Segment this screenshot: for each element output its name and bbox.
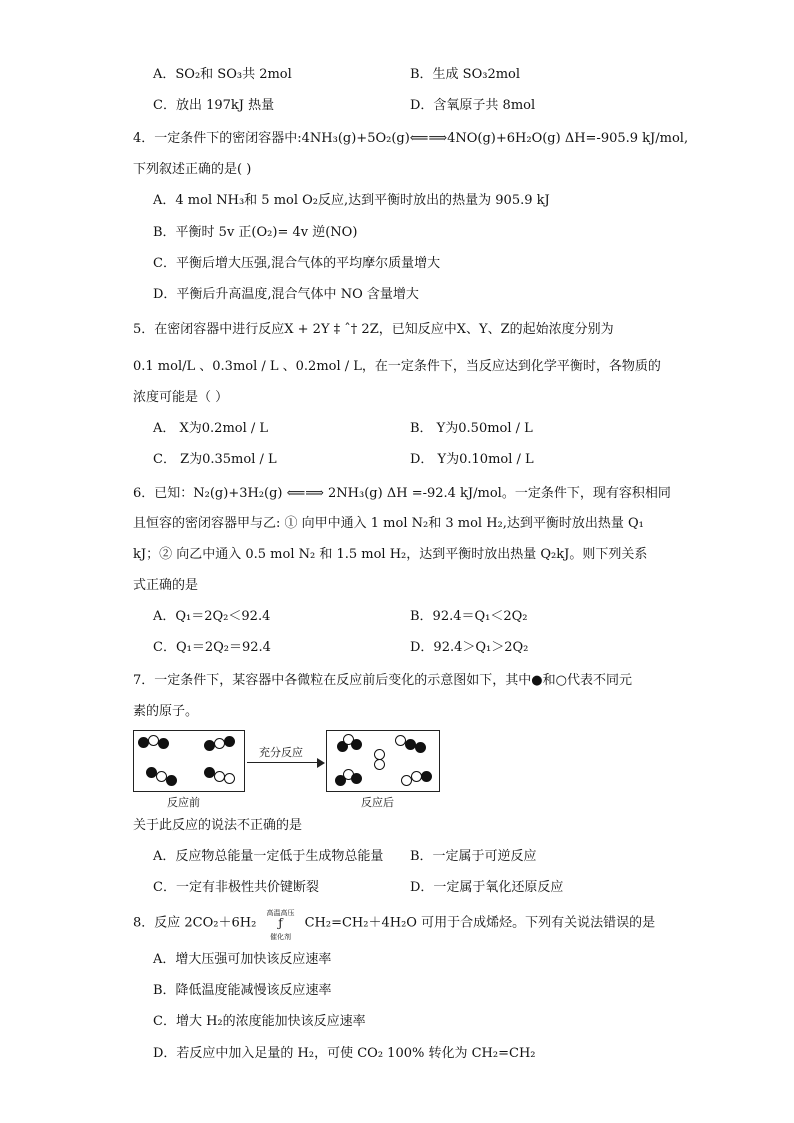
- q4-option-c: C．平衡后增大压强,混合气体的平均摩尔质量增大: [153, 256, 441, 271]
- q7-option-b: B．一定属于可逆反应: [410, 849, 537, 864]
- q5-stem-line3: 浓度可能是（ ）: [133, 390, 229, 405]
- q6-option-d: D．92.4＞Q₁＞2Q₂: [410, 640, 529, 655]
- black-atom: [158, 738, 169, 749]
- q5-stem-line1: 5．在密闭容器中进行反应X + 2Y ‡ ˆ† 2Z，已知反应中X、Y、Z的起始浓度分别为: [133, 322, 614, 337]
- arrow-head-icon: [317, 758, 325, 768]
- q8-option-c: C．增大 H₂的浓度能加快该反应速率: [153, 1014, 366, 1029]
- white-atom: [224, 773, 235, 784]
- q5-option-a: A． X为0.2mol / L: [153, 421, 269, 436]
- black-atom: [351, 773, 362, 784]
- black-atom: [166, 775, 177, 786]
- q8-option-b: B．降低温度能减慢该反应速率: [153, 983, 332, 998]
- q3-option-b: B．生成 SO₃2mol: [410, 67, 521, 82]
- black-atom: [415, 742, 426, 753]
- black-atom: [421, 771, 432, 782]
- q8-stem-pre: 8．反应 2CO₂＋6H₂: [133, 915, 257, 931]
- q7-stem-line2: 素的原子。: [133, 704, 199, 719]
- q4-stem-line1: 4．一定条件下的密闭容器中:4NH₃(g)+5O₂(g)⟸⟹4NO(g)+6H₂O(g) ΔH=-905.9 kJ/mol,: [133, 131, 689, 146]
- q6-option-b: B．92.4＝Q₁＜2Q₂: [410, 609, 528, 624]
- q6-option-a: A．Q₁＝2Q₂＜92.4: [153, 609, 271, 624]
- q5-option-b: B． Y为0.50mol / L: [410, 421, 533, 436]
- q5-option-d: D． Y为0.10mol / L: [410, 452, 534, 467]
- q3-option-c: C．放出 197kJ 热量: [153, 98, 275, 113]
- after-label: 反应后: [361, 796, 394, 809]
- q3-option-d: D．含氧原子共 8mol: [410, 98, 536, 113]
- before-box: [133, 730, 245, 792]
- catalyst-condition: [260, 909, 300, 941]
- q7-stem-line1: 7．一定条件下，某容器中各微粒在反应前后变化的示意图如下，其中●和○代表不同元: [133, 673, 632, 688]
- before-label: 反应前: [167, 796, 200, 809]
- q4-option-a: A．4 mol NH₃和 5 mol O₂反应,达到平衡时放出的热量为 905.9 kJ: [153, 193, 550, 208]
- q7-question: 关于此反应的说法不正确的是: [133, 818, 303, 833]
- q4-option-b: B．平衡时 5v 正(O₂)= 4v 逆(NO): [153, 225, 358, 240]
- black-atom: [224, 736, 235, 747]
- q7-option-a: A．反应物总能量一定低于生成物总能量: [153, 849, 384, 864]
- q8-stem: [133, 909, 656, 941]
- q6-stem-line3: kJ；② 向乙中通入 0.5 mol N₂ 和 1.5 mol H₂，达到平衡时放出热量 Q₂kJ。则下列关系: [133, 547, 648, 562]
- q7-option-d: D．一定属于氧化还原反应: [410, 880, 564, 895]
- white-atom: [374, 759, 385, 770]
- arrow-label: 充分反应: [259, 746, 303, 759]
- black-atom: [351, 739, 362, 750]
- q6-stem-line4: 式正确的是: [133, 578, 199, 593]
- q8-option-d: D．若反应中加入足量的 H₂，可使 CO₂ 100% 转化为 CH₂=CH₂: [153, 1046, 536, 1061]
- reaction-arrow: [247, 762, 319, 763]
- after-box: [326, 730, 440, 792]
- equilibrium-arrow-icon: ƒ: [278, 916, 283, 930]
- q6-option-c: C．Q₁＝2Q₂＝92.4: [153, 640, 271, 655]
- q8-stem-post: CH₂=CH₂＋4H₂O 可用于合成烯烃。下列有关说法错误的是: [304, 915, 656, 931]
- q8-option-a: A．增大压强可加快该反应速率: [153, 952, 332, 967]
- q3-option-a: A．SO₂和 SO₃共 2mol: [153, 67, 292, 82]
- q6-stem-line2: 且恒容的密闭容器甲与乙: ① 向甲中通入 1 mol N₂和 3 mol H₂,达到平衡时放出热量 Q₁: [133, 516, 644, 531]
- condition-bottom: 催化剂: [269, 933, 291, 941]
- reaction-diagram: [133, 730, 453, 810]
- q7-option-c: C．一定有非极性共价键断裂: [153, 880, 319, 895]
- q5-stem-line2: 0.1 mol/L 、0.3mol / L 、0.2mol / L，在一定条件下，当反应达到化学平衡时，各物质的: [133, 359, 661, 374]
- q4-option-d: D．平衡后升高温度,混合气体中 NO 含量增大: [153, 287, 419, 302]
- q6-stem-line1: 6．已知：N₂(g)+3H₂(g) ⟸⟹ 2NH₃(g) ΔH =-92.4 kJ/mol。一定条件下，现有容积相同: [133, 486, 671, 501]
- q5-option-c: C． Z为0.35mol / L: [153, 452, 277, 467]
- q4-stem-line2: 下列叙述正确的是( ): [133, 162, 252, 177]
- condition-top: 高温高压: [266, 909, 295, 917]
